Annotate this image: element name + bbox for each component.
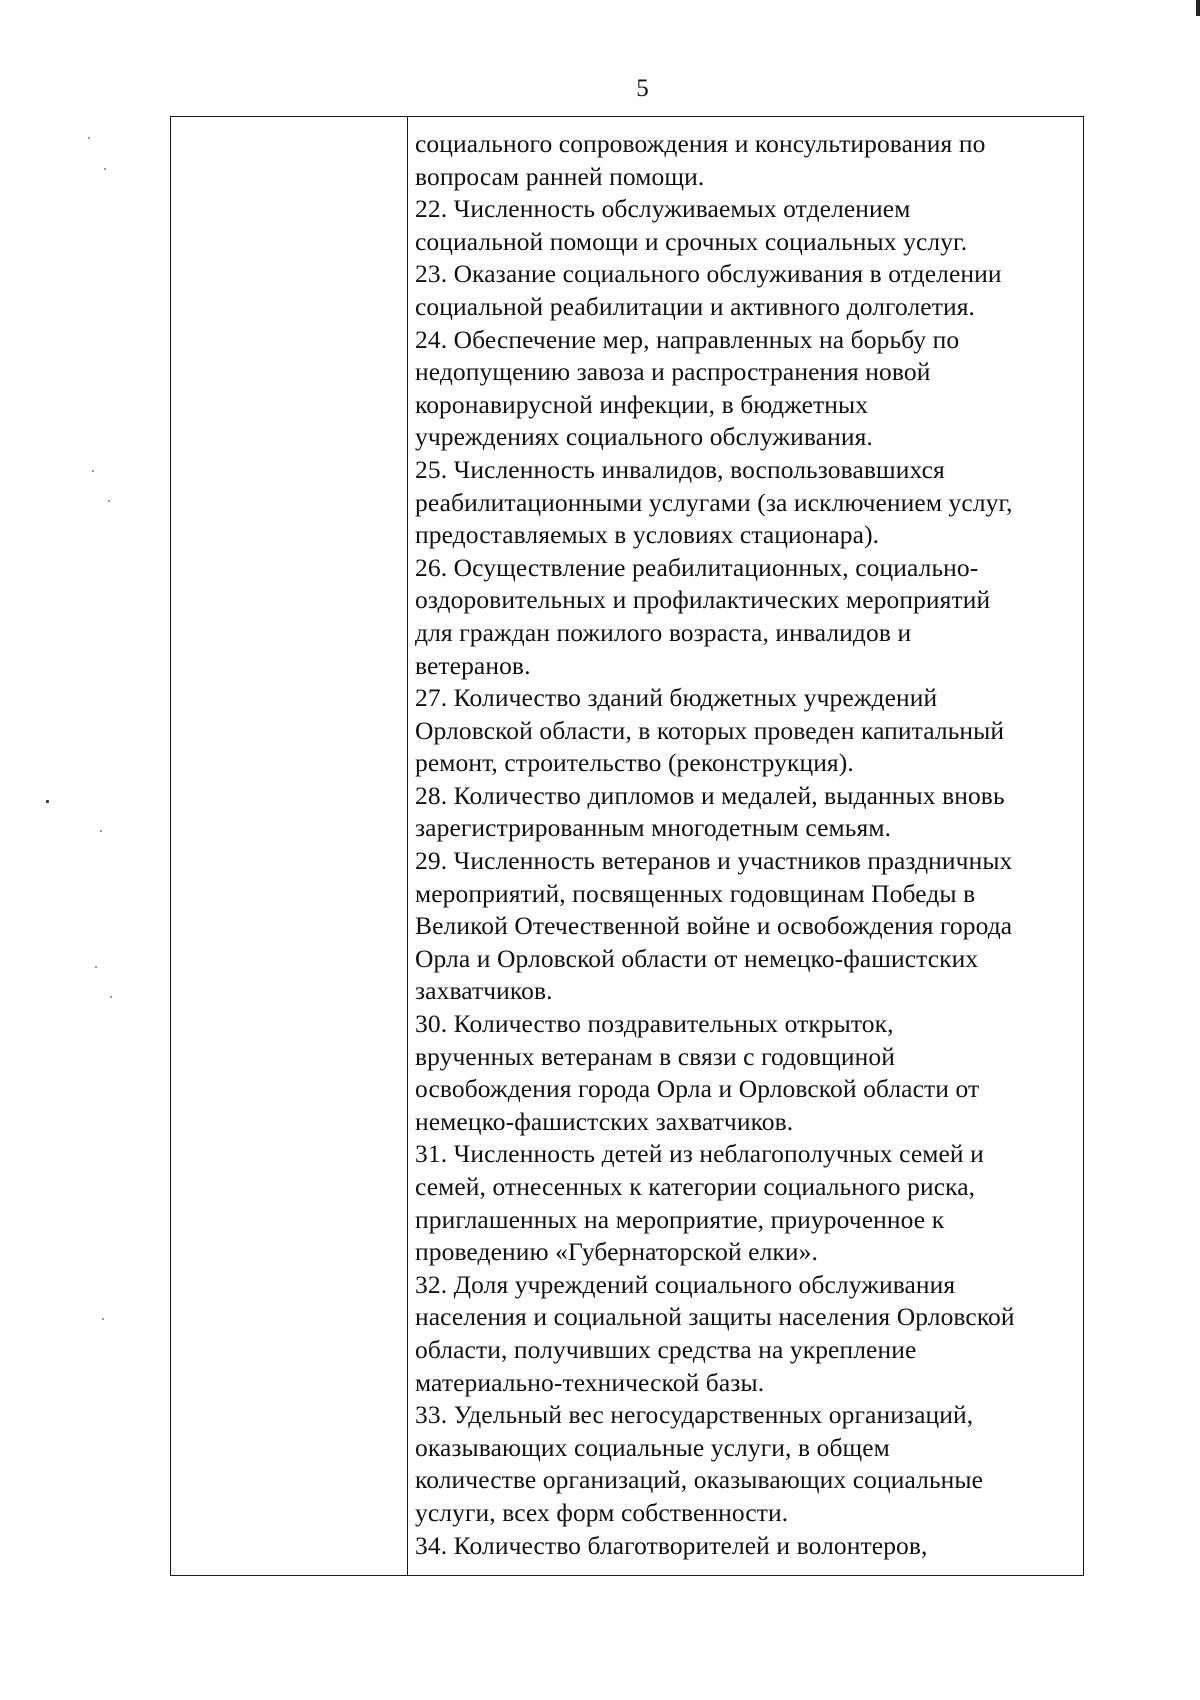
text-line: ремонт, строительство (реконструкция).	[415, 748, 854, 778]
scan-artifact	[100, 830, 102, 832]
text-line: немецко-фашистских захватчиков.	[415, 1106, 794, 1136]
document-table	[170, 116, 1084, 1576]
table-right-cell	[408, 117, 1083, 1575]
table-left-cell	[171, 117, 408, 1575]
text-line: социальной помощи и срочных социальных услуг.	[415, 226, 968, 256]
text-line: 32. Доля учреждений социального обслуживания	[415, 1269, 956, 1299]
text-line: семей, отнесенных к категории социального риска,	[415, 1172, 976, 1201]
scan-artifact	[95, 966, 97, 968]
text-line: социального сопровождения и консультирования по	[415, 129, 986, 158]
text-line: 26. Осуществление реабилитационных, социально-	[415, 552, 979, 582]
text-line: материально-технической базы.	[415, 1367, 765, 1397]
text-line: Орла и Орловской области от немецко-фашистских	[415, 943, 979, 973]
text-line: приглашенных на мероприятие, приуроченное к	[415, 1204, 945, 1234]
text-line: предоставляемых в условиях стационара).	[415, 520, 880, 550]
text-line: 27. Количество зданий бюджетных учреждений	[415, 683, 938, 713]
scan-artifact	[108, 500, 110, 502]
text-line: захватчиков.	[415, 976, 553, 1006]
text-line: коронавирусной инфекции, в бюджетных	[415, 389, 869, 419]
text-line: 28. Количество дипломов и медалей, выданных вновь	[415, 780, 1005, 810]
scan-artifact	[92, 470, 94, 472]
text-line: учреждениях социального обслуживания.	[415, 422, 873, 452]
text-line: 33. Удельный вес негосударственных организаций,	[415, 1400, 974, 1430]
text-line: врученных ветеранам в связи с годовщиной	[415, 1041, 895, 1071]
scan-artifact	[46, 800, 49, 803]
text-line: 22. Численность обслуживаемых отделением	[415, 194, 911, 224]
text-line: ветеранов.	[415, 650, 531, 680]
page-number: 5	[636, 75, 649, 102]
text-line: реабилитационными услугами (за исключением услуг,	[415, 487, 1013, 517]
text-line: 23. Оказание социального обслуживания в отделении	[415, 259, 1002, 289]
text-line: 34. Количество благотворителей и волонтеров,	[415, 1530, 928, 1560]
text-line: оказывающих социальные услуги, в общем	[415, 1432, 890, 1462]
text-line: для граждан пожилого возраста, инвалидов и	[415, 617, 912, 647]
text-line: Великой Отечественной войне и освобождения города	[415, 911, 1013, 941]
scan-artifact	[102, 1318, 104, 1320]
text-line: количестве организаций, оказывающих социальные	[415, 1465, 984, 1495]
text-line: 30. Количество поздравительных открыток,	[415, 1009, 894, 1039]
scan-artifact	[110, 996, 112, 998]
text-line: 29. Численность ветеранов и участников праздничных	[415, 846, 1013, 876]
text-line: недопущению завоза и распространения новой	[415, 357, 931, 387]
text-line: 25. Численность инвалидов, воспользовавшихся	[415, 454, 945, 484]
text-line: области, получивших средства на укрепление	[415, 1334, 917, 1364]
text-line: 31. Численность детей из неблагополучных семей и	[415, 1139, 984, 1169]
text-line: оздоровительных и профилактических мероприятий	[415, 585, 991, 615]
text-line: социальной реабилитации и активного долголетия.	[415, 291, 976, 321]
text-line: освобождения города Орла и Орловской области от	[415, 1074, 980, 1104]
text-line: услуги, всех форм собственности.	[415, 1497, 789, 1527]
scan-edge-mark	[1196, 0, 1200, 16]
text-line: 24. Обеспечение мер, направленных на борьбу по	[415, 324, 960, 354]
text-line: вопросам ранней помощи.	[415, 161, 705, 191]
scan-artifact	[104, 168, 106, 170]
text-line: проведению «Губернаторской елки».	[415, 1237, 818, 1267]
text-line: мероприятий, посвященных годовщинам Победы в	[415, 878, 976, 908]
text-line: Орловской области, в которых проведен капитальный	[415, 715, 1005, 745]
scan-artifact	[88, 137, 90, 139]
text-line: населения и социальной защиты населения Орловской	[415, 1302, 1015, 1332]
text-line: зарегистрированным многодетным семьям.	[415, 813, 892, 843]
